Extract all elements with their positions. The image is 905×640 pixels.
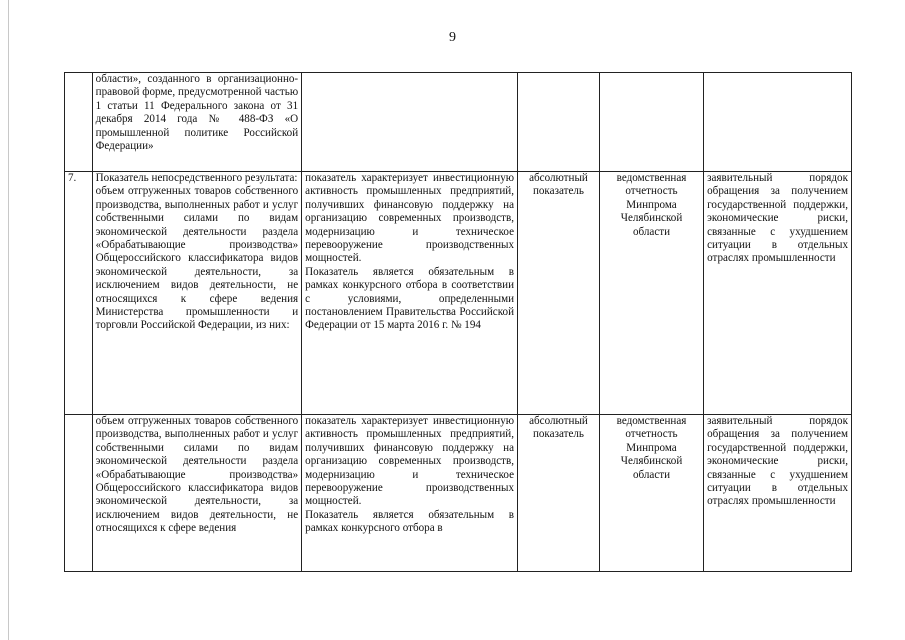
row-number-cell: [65, 415, 93, 572]
table-row: [65, 172, 852, 415]
characteristic-cell: показатель характеризует инвестиционную активность промышленных предприятий, получивших финансовую поддержку на организацию современных производств, модернизацию и техническое перевооружение производственных мощностей. Показатель является обязательным в рамках конкурсного отбора в соответствии с условиями, определенными постановлением Правительства Российской Федерации от 15 марта 2016 г. № 194: [302, 172, 518, 415]
risk-factors-cell: заявительный порядок обращения за получением государственной поддержки, экономические риски, связанные с ухудшением ситуации в отдельных отраслях промышленности: [704, 172, 852, 415]
indicator-name-cell: объем отгруженных товаров собственного производства, выполненных работ и услуг собственными силами по видам экономической деятельности раздела «Обрабатывающие производства» Общероссийского классификатора видов экономической деятельности, за исключением видов деятельности, не относящихся к сфере ведения: [92, 415, 302, 572]
data-source-cell: [599, 73, 703, 172]
risk-factors-cell: [704, 73, 852, 172]
indicator-name-cell: Показатель непосредственного результата: объем отгруженных товаров собственного производства, выполненных работ и услуг собственными силами по видам экономической деятельности раздела «Обрабатывающие производства» Общероссийского классификатора видов экономической деятельности, за исключением видов деятельности, не относящихся к сфере ведения Министерства промышленности и торговли Российской Федерации, из них:: [92, 172, 302, 415]
indicator-type-cell: [518, 73, 600, 172]
data-source-cell: ведомственная отчетность Минпрома Челябинской области: [599, 172, 703, 415]
indicators-table: [64, 72, 852, 572]
risk-factors-cell: заявительный порядок обращения за получением государственной поддержки, экономические риски, связанные с ухудшением ситуации в отдельных отраслях промышленности: [704, 415, 852, 572]
page-number: 9: [449, 30, 456, 45]
indicator-type-cell: абсолютный показатель: [518, 172, 600, 415]
characteristic-cell: показатель характеризует инвестиционную активность промышленных предприятий, получивших финансовую поддержку на организацию современных производств, модернизацию и техническое перевооружение производственных мощностей. Показатель является обязательным в рамках конкурсного отбора в: [302, 415, 518, 572]
indicator-type-cell: абсолютный показатель: [518, 415, 600, 572]
row-number-cell: [65, 73, 93, 172]
table-row: [65, 415, 852, 572]
table-row: [65, 73, 852, 172]
indicator-name-cell: области», созданного в организационно-правовой форме, предусмотренной частью 1 статьи 11 Федерального закона от 31 декабря 2014 года № 488-ФЗ «О промышленной политике Российской Федерации»: [92, 73, 302, 172]
scan-edge-line: [8, 0, 9, 640]
data-source-cell: ведомственная отчетность Минпрома Челябинской области: [599, 415, 703, 572]
characteristic-cell: [302, 73, 518, 172]
row-number-cell: 7.: [65, 172, 93, 415]
